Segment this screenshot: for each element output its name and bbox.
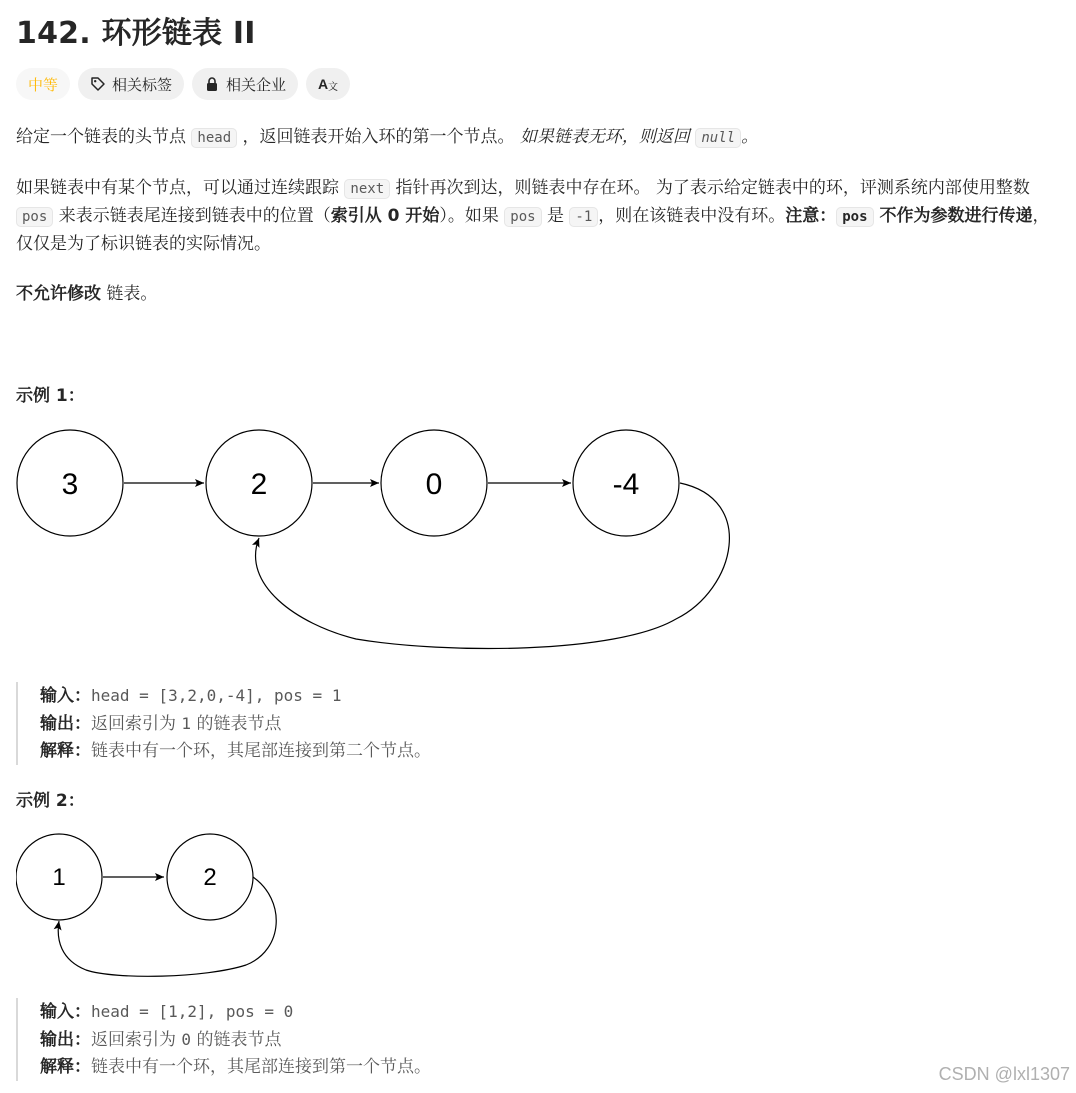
example-1-output: 输出：返回索引为 1 的链表节点	[40, 714, 282, 734]
inline-code-next: next	[344, 179, 390, 199]
translate-button[interactable]	[306, 68, 350, 100]
example-1-heading: 示例 1：	[16, 386, 85, 406]
example-1-block	[16, 682, 431, 765]
example-2-diagram	[16, 830, 296, 990]
node-value: 3	[61, 468, 79, 501]
svg-text:A: A	[318, 76, 329, 92]
description-paragraph-3: 不允许修改 链表。	[16, 284, 158, 304]
inline-code-head: head	[191, 128, 237, 148]
inline-code-minus-one: -1	[569, 207, 598, 227]
description-paragraph-1: 给定一个链表的头节点 head ，返回链表开始入环的第一个节点。 如果链表无环，则返回 null 。	[16, 127, 759, 147]
example-1-explanation: 解释：链表中有一个环，其尾部连接到第二个节点。	[40, 741, 431, 761]
inline-code-pos: pos	[16, 207, 53, 227]
example-2-heading: 示例 2：	[16, 791, 85, 811]
svg-text:文: 文	[328, 82, 339, 92]
example-2-block	[16, 998, 431, 1081]
example-2-input: 输入：head = [1,2], pos = 0	[40, 1002, 294, 1022]
example-2-output: 输出：返回索引为 0 的链表节点	[40, 1030, 282, 1050]
example-1-input: 输入：head = [3,2,0,-4], pos = 1	[40, 686, 342, 706]
related-companies-label: 相关企业	[226, 75, 287, 94]
node-value: -4	[612, 468, 640, 501]
no-cycle-note: 如果链表无环，则返回 null 。	[519, 127, 759, 147]
csdn-watermark: CSDN @lxl1307	[938, 1064, 1070, 1084]
lock-icon	[204, 76, 220, 92]
node-value: 2	[250, 468, 268, 501]
node-value: 2	[203, 864, 217, 891]
tag-bar	[16, 68, 350, 100]
related-tags-label: 相关标签	[112, 75, 173, 94]
description-paragraph-2: 如果链表中有某个节点，可以通过连续跟踪 next 指针再次到达，则链表中存在环。 为了表示给定链表中的环，评测系统内部使用整数 pos 来表示链表尾连接到链表中的位置（索引从 0 开始）。如果 pos 是 -1 ，则在该链表中没有环。注意： pos 不作为参数进行传递，仅仅是为了标识链表的实际情况。	[16, 178, 1050, 254]
related-companies-button[interactable]	[192, 68, 298, 100]
node-value: 1	[52, 864, 66, 891]
inline-code-pos: pos	[504, 207, 541, 227]
inline-code-null: null	[695, 128, 741, 148]
difficulty-label: 中等	[28, 75, 59, 94]
difficulty-badge[interactable]	[16, 68, 70, 100]
tag-icon	[90, 76, 106, 92]
translate-icon	[318, 76, 338, 92]
problem-title: 142. 环形链表 II	[16, 16, 256, 51]
inline-code-pos-bold: pos	[836, 207, 873, 227]
node-value: 0	[425, 468, 443, 501]
example-2-explanation: 解释：链表中有一个环，其尾部连接到第一个节点。	[40, 1057, 431, 1077]
example-1-diagram	[16, 424, 746, 664]
related-tags-button[interactable]	[78, 68, 184, 100]
